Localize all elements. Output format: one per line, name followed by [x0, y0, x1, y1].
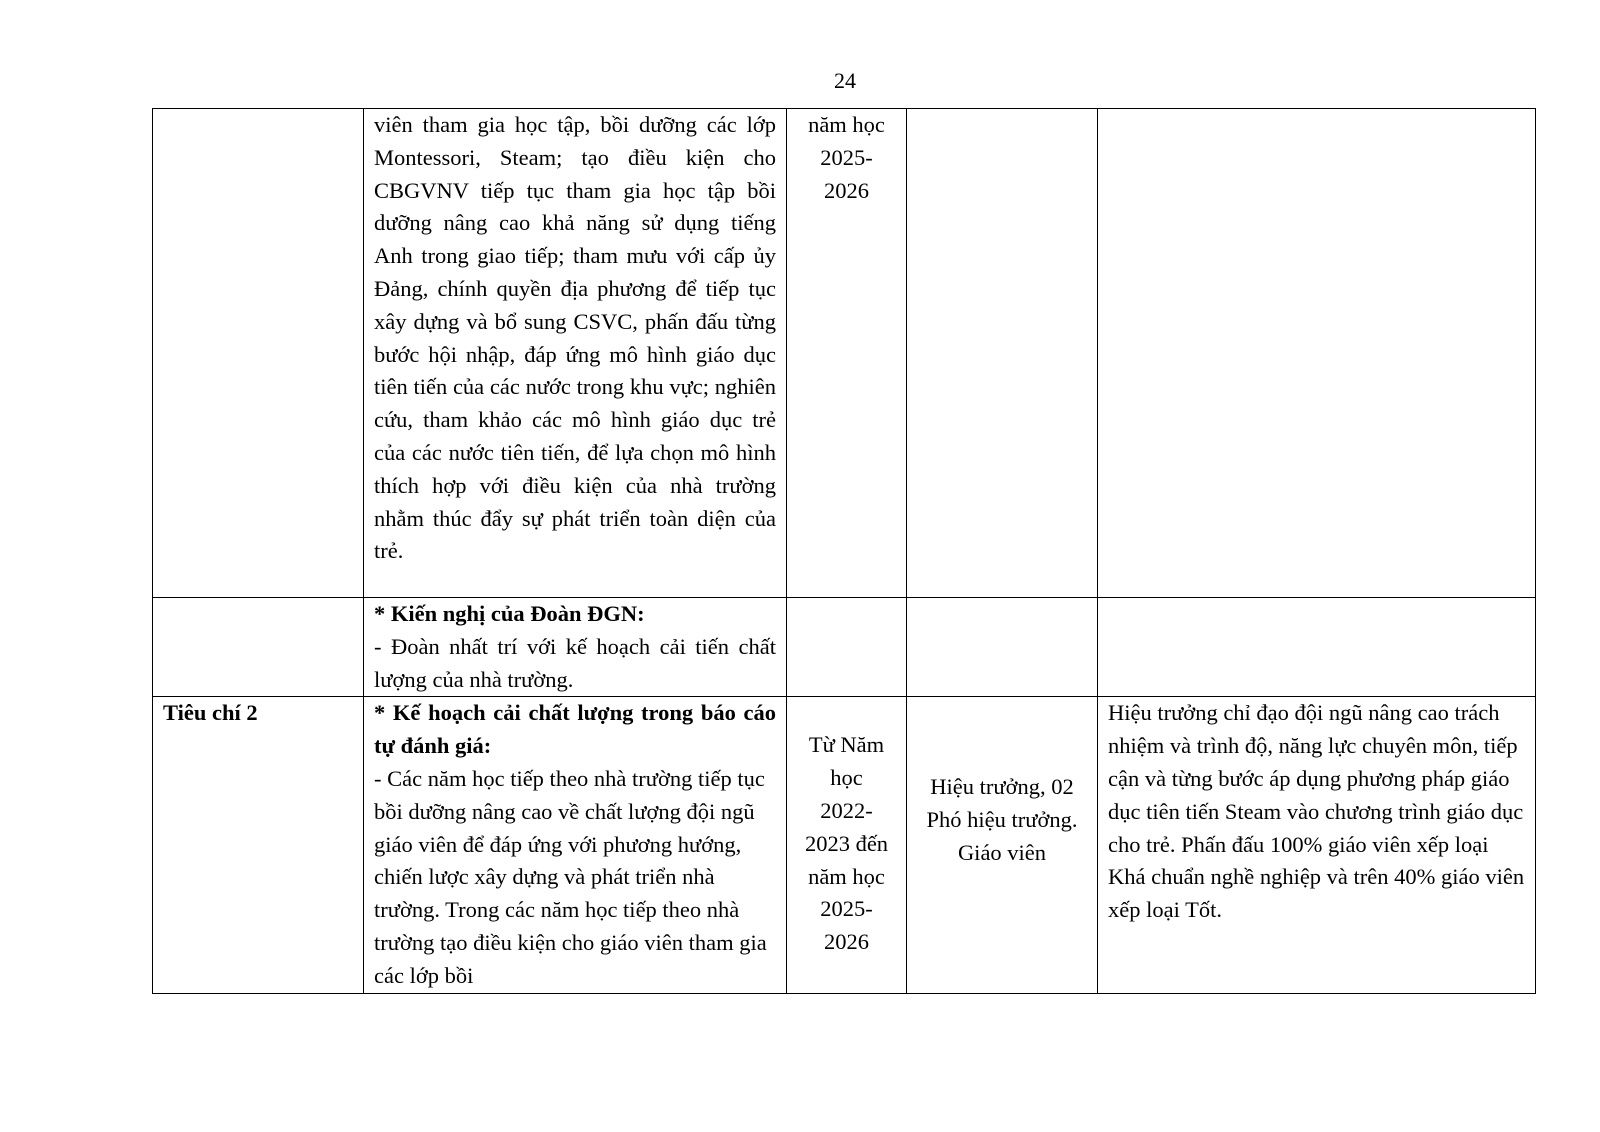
time-cell — [787, 697, 907, 994]
responsible-cell — [907, 697, 1098, 994]
recommendation-cell — [364, 598, 787, 697]
improvement-plan-table — [152, 108, 1536, 994]
plan-cell — [364, 697, 787, 994]
table-row — [153, 598, 1536, 697]
time-text: Từ Năm học 2022- 2023 đến năm học 2025- 2026 — [804, 732, 889, 955]
time-text: năm học 2025- 2026 — [808, 112, 885, 203]
table-row — [153, 109, 1536, 598]
recommendation-heading: * Kiến nghị của Đoàn ĐGN: — [374, 601, 645, 626]
result-cell-empty — [1098, 109, 1536, 598]
criteria-label: Tiêu chí 2 — [153, 697, 364, 994]
result-text: Hiệu trưởng chỉ đạo đội ngũ nâng cao trách nhiệm và trình độ, năng lực chuyên môn, tiếp cận và từng bước áp dụng phương pháp giáo dục tiên tiến Steam vào chương trình giáo dục cho trẻ. Phấn đấu 100% giáo viên xếp loại Khá chuẩn nghề nghiệp và trên 40% giáo viên xếp loại Tốt. — [1108, 700, 1525, 923]
plan-text: - Các năm học tiếp theo nhà trường tiếp tục bồi dưỡng nâng cao về chất lượng đội ngũ giáo viên để đáp ứng với phương hướng, chiến lược xây dựng và phát triển nhà trường. Trong các năm học tiếp theo nhà trường tạo điều kiện cho giáo viên tham gia các lớp bồi — [374, 765, 767, 988]
result-cell-empty — [1098, 598, 1536, 697]
plan-heading: * Kế hoạch cải chất lượng trong báo cáo tự đánh giá: — [374, 700, 776, 759]
time-cell — [787, 109, 907, 598]
time-cell-empty — [787, 598, 907, 697]
responsible-cell-empty — [907, 109, 1098, 598]
plan-continuation-text: viên tham gia học tập, bồi dưỡng các lớp Montessori, Steam; tạo điều kiện cho CBGVNV tiếp tục tham gia học tập bồi dưỡng nâng cao khả năng sử dụng tiếng Anh trong giao tiếp; tham mưu với cấp ủy Đảng, chính quyền địa phương để tiếp tục xây dựng và bổ sung CSVC, phấn đấu từng bước hội nhập, đáp ứng mô hình giáo dục tiên tiến của các nước trong khu vực; nghiên cứu, tham khảo các mô hình giáo dục trẻ của các nước tiên tiến, để lựa chọn mô hình thích hợp với điều kiện của nhà trường nhằm thúc đẩy sự phát triển toàn diện của trẻ. — [374, 112, 776, 564]
result-cell — [1098, 697, 1536, 994]
criteria-cell-empty — [153, 109, 364, 598]
responsible-cell-empty — [907, 598, 1098, 697]
criteria-cell-empty — [153, 598, 364, 697]
recommendation-text: - Đoàn nhất trí với kế hoạch cải tiến chất lượng của nhà trường. — [374, 633, 776, 692]
table-row — [153, 697, 1536, 994]
responsible-text: Hiệu trưởng, 02 Phó hiệu trưởng. Giáo viên — [926, 774, 1078, 865]
plan-cell — [364, 109, 787, 598]
page-number: 24 — [834, 68, 856, 93]
